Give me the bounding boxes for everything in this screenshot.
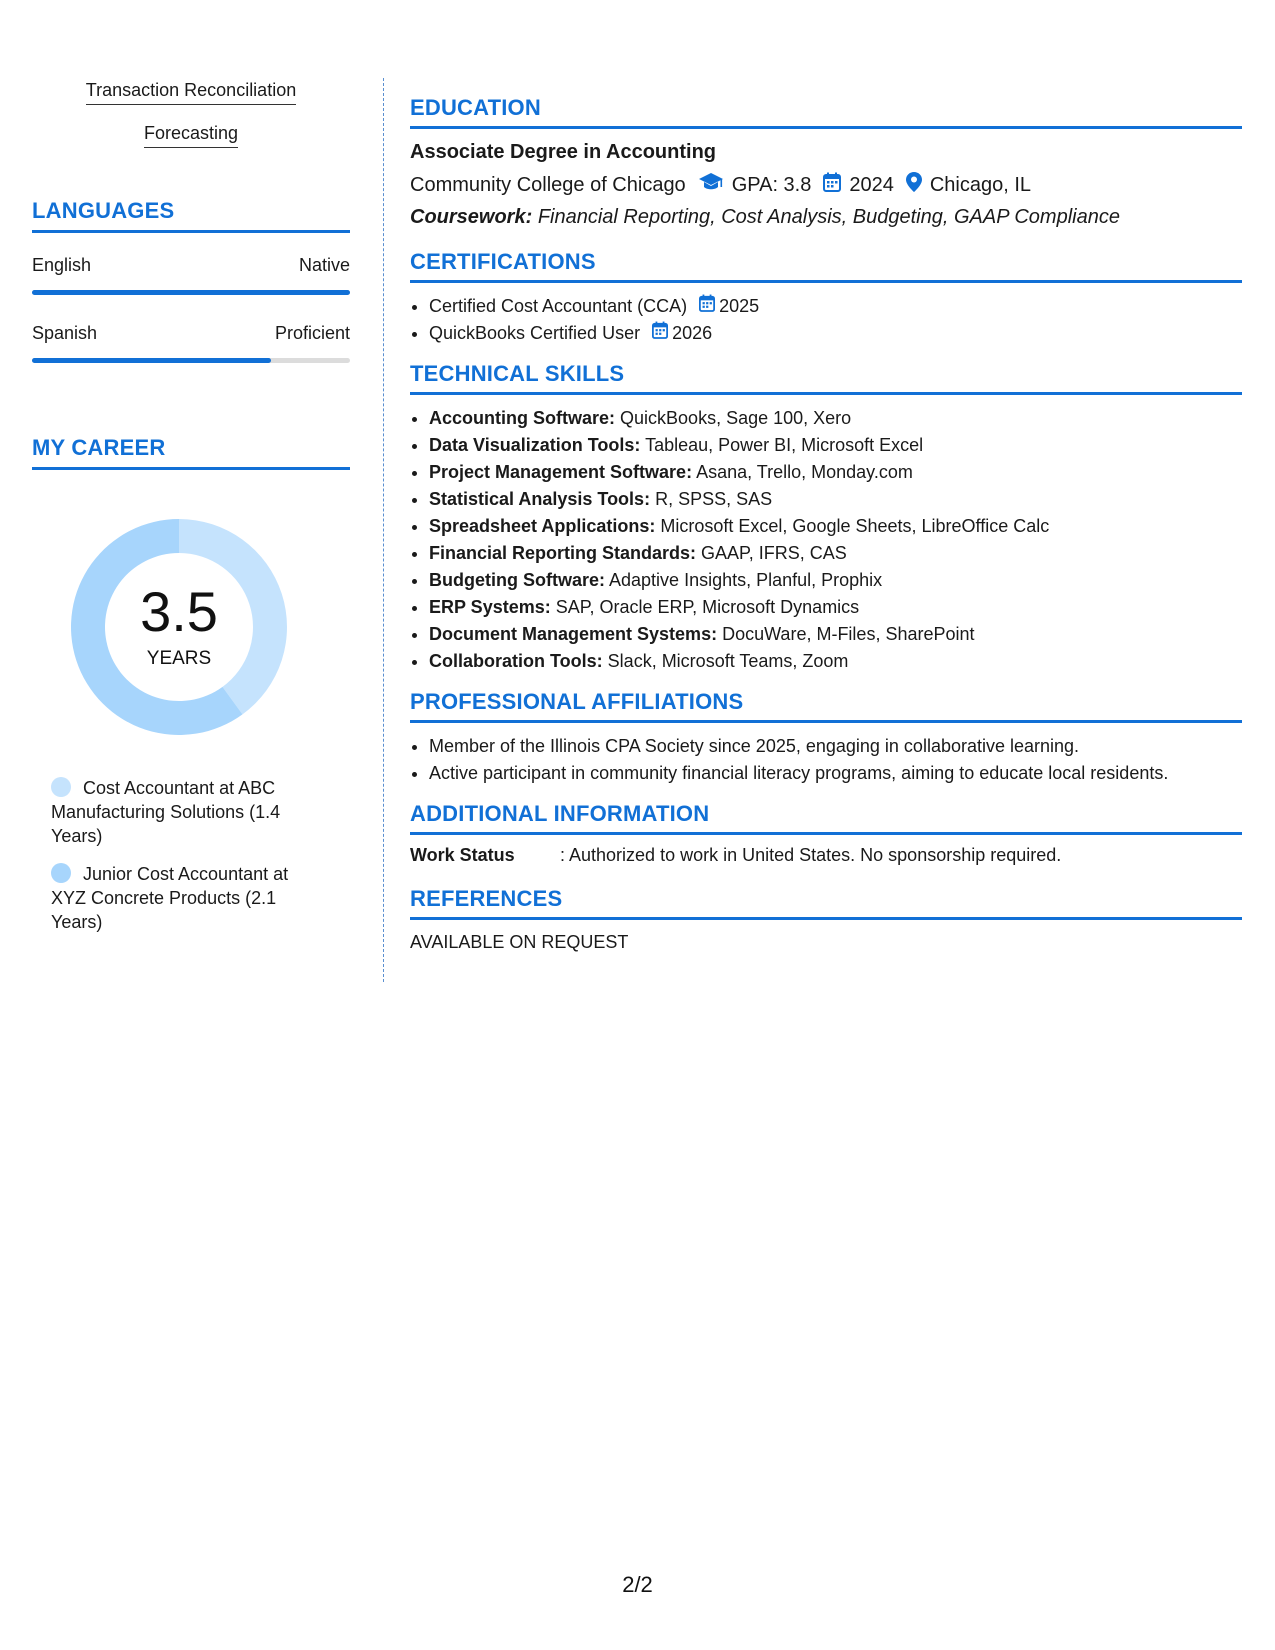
list-item bbox=[429, 320, 1242, 347]
skill-value: GAAP, IFRS, CAS bbox=[701, 543, 847, 563]
list-item: • Member of the Illinois CPA Society since 2025, engaging in collaborative learning. bbox=[429, 733, 1242, 760]
education-details bbox=[410, 172, 1242, 198]
list-item: • Active participant in community financial literacy programs, aiming to educate local residents. bbox=[429, 760, 1242, 787]
right-column bbox=[410, 95, 1242, 953]
coursework-value: Financial Reporting, Cost Analysis, Budgeting, GAAP Compliance bbox=[537, 206, 1120, 228]
calendar-icon bbox=[699, 293, 719, 320]
column-divider bbox=[383, 78, 384, 982]
skill-label: Budgeting Software: bbox=[429, 570, 605, 590]
skill-label: Data Visualization Tools: bbox=[429, 435, 641, 455]
language-bar-fill bbox=[32, 358, 271, 363]
skill-label: Collaboration Tools: bbox=[429, 651, 603, 671]
work-status-row bbox=[410, 845, 1242, 866]
education-degree: Associate Degree in Accounting bbox=[410, 141, 716, 163]
list-item bbox=[429, 459, 1242, 486]
skill-label: Spreadsheet Applications: bbox=[429, 516, 656, 536]
career-title: MY CAREER bbox=[32, 435, 350, 470]
donut-center bbox=[66, 514, 292, 740]
skill-label: Financial Reporting Standards: bbox=[429, 543, 697, 563]
skill-value: Microsoft Excel, Google Sheets, LibreOffice Calc bbox=[660, 516, 1050, 536]
language-bar-fill bbox=[32, 290, 350, 295]
skill-value: SAP, Oracle ERP, Microsoft Dynamics bbox=[555, 597, 860, 617]
cert-year: 2025 bbox=[719, 296, 760, 316]
affiliations-section bbox=[410, 689, 1242, 787]
additional-info-title: ADDITIONAL INFORMATION bbox=[410, 801, 1242, 835]
language-name: Spanish bbox=[32, 323, 98, 343]
skill-label: Accounting Software: bbox=[429, 408, 616, 428]
skill-label: ERP Systems: bbox=[429, 597, 551, 617]
career-total-unit: YEARS bbox=[146, 648, 212, 669]
language-row-spanish bbox=[32, 323, 350, 344]
left-column bbox=[32, 80, 350, 934]
list-item bbox=[429, 513, 1242, 540]
skill-label: Document Management Systems: bbox=[429, 624, 718, 644]
skill-label: Statistical Analysis Tools: bbox=[429, 489, 651, 509]
references-text: AVAILABLE ON REQUEST bbox=[410, 932, 629, 952]
technical-skills-section bbox=[410, 361, 1242, 675]
career-legend-label: Junior Cost Accountant at XYZ Concrete Products (2.1 Years) bbox=[51, 864, 289, 932]
skill-value: Adaptive Insights, Planful, Prophix bbox=[609, 570, 883, 590]
list-item bbox=[429, 594, 1242, 621]
affiliations-title: PROFESSIONAL AFFILIATIONS bbox=[410, 689, 1242, 723]
list-item bbox=[429, 293, 1242, 320]
language-row-english bbox=[32, 255, 350, 276]
career-legend-item bbox=[51, 862, 321, 934]
career-total-value: 3.5 bbox=[140, 580, 218, 643]
cert-name: Certified Cost Accountant (CCA) bbox=[429, 296, 688, 316]
language-name: English bbox=[32, 255, 92, 275]
calendar-icon bbox=[652, 320, 672, 347]
technical-skills-title: TECHNICAL SKILLS bbox=[410, 361, 1242, 395]
calendar-icon bbox=[823, 172, 841, 198]
languages-section bbox=[32, 198, 350, 363]
page-number: 2/2 bbox=[622, 1572, 653, 1597]
skill-value: QuickBooks, Sage 100, Xero bbox=[620, 408, 852, 428]
skill-value: Asana, Trello, Monday.com bbox=[696, 462, 913, 482]
technical-skills-list bbox=[410, 405, 1242, 675]
language-level: Native bbox=[298, 255, 350, 275]
list-item bbox=[429, 432, 1242, 459]
career-section bbox=[32, 435, 350, 934]
language-bar bbox=[32, 290, 350, 295]
education-coursework bbox=[410, 206, 1242, 229]
list-item bbox=[429, 486, 1242, 513]
skill-value: Slack, Microsoft Teams, Zoom bbox=[607, 651, 849, 671]
skill-value: R, SPSS, SAS bbox=[655, 489, 773, 509]
legend-dot bbox=[51, 777, 71, 797]
skill-tag: Transaction Reconciliation bbox=[86, 80, 296, 105]
work-status-value: : Authorized to work in United States. No sponsorship required. bbox=[560, 845, 1062, 865]
location-pin-icon bbox=[906, 172, 922, 198]
languages-title: LANGUAGES bbox=[32, 198, 350, 233]
certifications-section bbox=[410, 249, 1242, 347]
certifications-list bbox=[410, 293, 1242, 347]
list-item bbox=[429, 648, 1242, 675]
certifications-title: CERTIFICATIONS bbox=[410, 249, 1242, 283]
education-gpa: GPA: 3.8 bbox=[731, 173, 812, 196]
education-title: EDUCATION bbox=[410, 95, 1242, 129]
education-section bbox=[410, 95, 1242, 229]
education-school: Community College of Chicago bbox=[410, 173, 686, 196]
coursework-label: Coursework: bbox=[410, 206, 533, 228]
skill-label: Project Management Software: bbox=[429, 462, 693, 482]
career-legend-item bbox=[51, 776, 321, 848]
education-year: 2024 bbox=[849, 173, 894, 196]
cert-year: 2026 bbox=[672, 323, 713, 343]
career-donut-chart bbox=[66, 514, 292, 740]
language-bar bbox=[32, 358, 350, 363]
cert-name: QuickBooks Certified User bbox=[429, 323, 641, 343]
affiliations-list bbox=[410, 733, 1242, 787]
skill-value: DocuWare, M-Files, SharePoint bbox=[722, 624, 975, 644]
skill-value: Tableau, Power BI, Microsoft Excel bbox=[645, 435, 924, 455]
list-item bbox=[429, 567, 1242, 594]
references-section bbox=[410, 886, 1242, 953]
skill-tag: Forecasting bbox=[144, 123, 238, 148]
graduation-cap-icon bbox=[698, 172, 724, 198]
language-level: Proficient bbox=[274, 323, 350, 343]
list-item bbox=[429, 621, 1242, 648]
list-item bbox=[429, 540, 1242, 567]
references-title: REFERENCES bbox=[410, 886, 1242, 920]
legend-dot bbox=[51, 863, 71, 883]
additional-info-section bbox=[410, 801, 1242, 866]
career-legend-label: Cost Accountant at ABC Manufacturing Solutions (1.4 Years) bbox=[51, 778, 281, 846]
work-status-label: Work Status bbox=[410, 845, 515, 865]
list-item bbox=[429, 405, 1242, 432]
education-location: Chicago, IL bbox=[929, 173, 1032, 196]
